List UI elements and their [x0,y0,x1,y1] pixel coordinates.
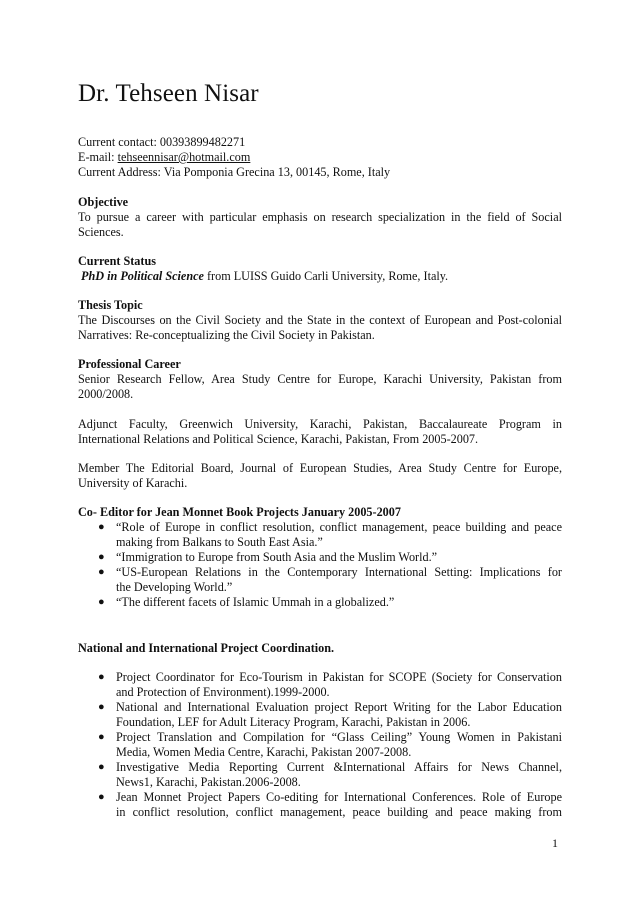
contact-address: Current Address: Via Pomponia Grecina 13, 00145, Rome, Italy [78,165,391,179]
career-entry-1-line-2: 2000/2008. [78,387,134,401]
bullet-icon: ● [98,701,105,713]
bullet-icon: ● [98,731,105,743]
contact-phone: Current contact: 00393899482271 [78,135,246,149]
list-item: ● “The different facets of Islamic Ummah in a globalized.” [98,595,395,609]
bullet-icon: ● [98,671,105,683]
bullet-icon: ● [98,596,105,608]
list-item: ● Project Coordinator for Eco-Tourism in Pakistan for SCOPE (Society for Conservation and Protection of Environment).1999-2000. [98,670,562,699]
page-title: Dr. Tehseen Nisar [78,80,259,107]
bullet-icon: ● [98,521,105,533]
list-item: ● National and International Evaluation project Report Writing for the Labor Education Foundation, LEF for Adult Literacy Program, Karachi, Pakistan in 2006. [98,700,562,729]
thesis-section [78,298,562,343]
email-link[interactable]: tehseennisar@hotmail.com [117,150,251,164]
career-entry-3-line-1: Member The Editorial Board, Journal of European Studies, Area Study Centre for Europe, [78,461,562,475]
list-item: ● “Role of Europe in conflict resolution, conflict management, peace building and peace making from Balkans to South East Asia.” [98,520,562,549]
list-item: ● “US-European Relations in the Contemporary International Setting: Implications for the Developing World.” [98,565,562,594]
current-status-text [78,269,562,284]
career-entry-2 [78,417,562,447]
career-heading: Professional Career [78,357,181,371]
thesis-text-line-2: Narratives: Re-conceptualizing the Civil Society in Pakistan. [78,328,375,342]
thesis-text-line-1: The Discourses on the Civil Society and the State in the context of European and Post-colonial [78,313,562,327]
career-entry-3-line-2: University of Karachi. [78,476,188,490]
page-number: 1 [552,836,558,850]
thesis-heading: Thesis Topic [78,298,143,312]
coordination-section [78,641,562,656]
career-entry-2-line-1: Adjunct Faculty, Greenwich University, Karachi, Pakistan, Baccalaureate Program in [78,417,562,431]
list-item: ● “Immigration to Europe from South Asia and the Muslim World.” [98,550,438,564]
objective-text-line-1: To pursue a career with particular emphasis on research specialization in the field of Social [78,210,562,224]
objective-text-line-2: Sciences. [78,225,124,239]
email-label: E-mail: [78,150,118,164]
jean-monnet-section [78,505,562,520]
contact-block [78,135,562,180]
bullet-icon: ● [98,551,105,563]
objective-section [78,195,562,240]
objective-heading: Objective [78,195,129,209]
list-item: ● Jean Monnet Project Papers Co-editing for International Conferences. Role of Europe in conflict resolution, conflict management, peace building and peace making from [98,790,562,819]
jean-monnet-list [78,520,562,610]
list-item: ● Project Translation and Compilation for “Glass Ceiling” Young Women in Pakistani Media, Women Media Centre, Karachi, Pakistan 2007-2008. [98,730,562,759]
career-entry-2-line-2: International Relations and Political Science, Karachi, Pakistan, From 2005-2007. [78,432,479,446]
coordination-list [78,670,562,820]
bullet-icon: ● [98,791,105,803]
bullet-icon: ● [98,761,105,773]
degree-title: PhD in Political Science [81,269,204,283]
career-entry-3 [78,461,562,491]
current-status-heading: Current Status [78,254,156,268]
career-entry-1-line-1: Senior Research Fellow, Area Study Centre for Europe, Karachi University, Pakistan from [78,372,562,386]
bullet-icon: ● [98,566,105,578]
degree-institution: from LUISS Guido Carli University, Rome, Italy. [203,269,449,283]
contact-email-line [78,150,562,165]
jean-monnet-heading: Co- Editor for Jean Monnet Book Projects January 2005-2007 [78,505,401,519]
current-status-section [78,254,562,284]
coordination-heading: National and International Project Coordination. [78,641,335,655]
career-section [78,357,562,402]
list-item: ● Investigative Media Reporting Current &International Affairs for News Channel, News1, Karachi, Pakistan.2006-2008. [98,760,562,789]
